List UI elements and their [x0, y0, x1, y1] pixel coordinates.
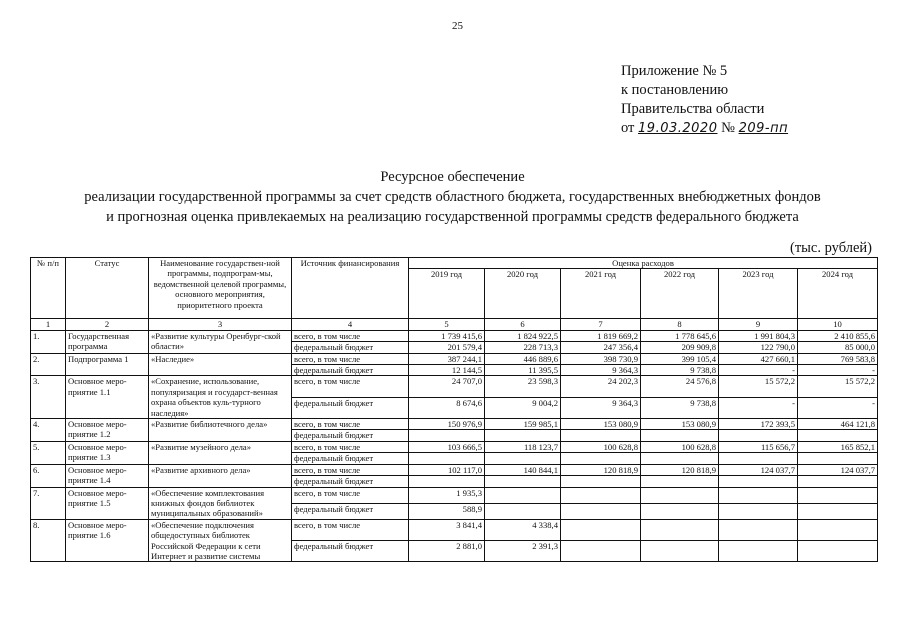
value-cell: 398 730,9: [561, 353, 641, 364]
value-cell: [798, 487, 878, 503]
row-source: всего, в том числе: [292, 353, 409, 364]
row-source: всего, в том числе: [292, 487, 409, 503]
value-cell: [561, 430, 641, 441]
value-cell: 387 244,1: [409, 353, 485, 364]
value-cell: 124 037,7: [798, 464, 878, 475]
value-cell: 165 852,1: [798, 441, 878, 452]
value-cell: [641, 453, 719, 464]
value-cell: [719, 541, 798, 562]
value-cell: [561, 519, 641, 540]
row-status: Основное меро-приятие 1.5: [66, 487, 149, 519]
number-prefix: №: [721, 120, 735, 136]
value-cell: 24 576,8: [641, 376, 719, 397]
value-cell: 1 819 669,2: [561, 330, 641, 341]
value-cell: 8 674,6: [409, 397, 485, 418]
value-cell: 4 338,4: [485, 519, 561, 540]
value-cell: [641, 487, 719, 503]
value-cell: 1 824 922,5: [485, 330, 561, 341]
row-status: Основное меро-приятие 1.2: [66, 419, 149, 442]
value-cell: 464 121,8: [798, 419, 878, 430]
value-cell: 103 666,5: [409, 441, 485, 452]
value-cell: [798, 476, 878, 487]
value-cell: 228 713,3: [485, 342, 561, 353]
value-cell: -: [798, 365, 878, 376]
header-year: 2021 год: [561, 269, 641, 319]
value-cell: 100 628,8: [561, 441, 641, 452]
value-cell: -: [719, 365, 798, 376]
column-index-cell: 4: [292, 319, 409, 330]
value-cell: 120 818,9: [641, 464, 719, 475]
value-cell: 427 660,1: [719, 353, 798, 364]
value-cell: [798, 541, 878, 562]
column-index-cell: 2: [66, 319, 149, 330]
table-row: [31, 464, 878, 475]
handwritten-date: 19.03.2020: [638, 121, 718, 136]
value-cell: [561, 487, 641, 503]
value-cell: 769 583,8: [798, 353, 878, 364]
title-line-2: реализации государственной программы за счет средств областного бюджета, государственных внебюджетных фондов: [84, 189, 821, 205]
value-cell: [641, 503, 719, 519]
table-row: [31, 330, 878, 341]
row-number: 6.: [31, 464, 66, 487]
row-status: Основное меро-приятие 1.4: [66, 464, 149, 487]
row-status: Основное меро-приятие 1.1: [66, 376, 149, 419]
column-index-cell: 6: [485, 319, 561, 330]
value-cell: 159 985,1: [485, 419, 561, 430]
value-cell: 115 656,7: [719, 441, 798, 452]
value-cell: 120 818,9: [561, 464, 641, 475]
row-source: федеральный бюджет: [292, 430, 409, 441]
row-name: «Развитие библиотечного дела»: [149, 419, 292, 442]
value-cell: [798, 453, 878, 464]
value-cell: 150 976,9: [409, 419, 485, 430]
row-number: 5.: [31, 441, 66, 464]
header-year: 2024 год: [798, 269, 878, 319]
value-cell: 9 364,3: [561, 365, 641, 376]
table-row: [31, 487, 878, 503]
value-cell: [561, 541, 641, 562]
value-cell: 1 991 804,3: [719, 330, 798, 341]
row-source: федеральный бюджет: [292, 342, 409, 353]
row-source: всего, в том числе: [292, 376, 409, 397]
row-number: 8.: [31, 519, 66, 562]
row-source: федеральный бюджет: [292, 365, 409, 376]
value-cell: 140 844,1: [485, 464, 561, 475]
column-index-cell: 1: [31, 319, 66, 330]
appendix-line-2: к постановлению: [621, 82, 729, 98]
row-source: федеральный бюджет: [292, 397, 409, 418]
row-name: «Развитие музейного дела»: [149, 441, 292, 464]
row-name: «Развитие культуры Оренбург-ской области»: [149, 330, 292, 353]
value-cell: [719, 503, 798, 519]
value-cell: 15 572,2: [798, 376, 878, 397]
header-name: Наименование государствен-ной программы, подпрограм-мы, ведомственной целевой программы, основного мероприятия, приоритетного проекта: [149, 258, 292, 319]
value-cell: 2 391,3: [485, 541, 561, 562]
value-cell: 12 144,5: [409, 365, 485, 376]
header-year: 2019 год: [409, 269, 485, 319]
value-cell: 446 889,6: [485, 353, 561, 364]
value-cell: [561, 453, 641, 464]
row-status: Основное меро-приятие 1.3: [66, 441, 149, 464]
row-status: Государственная программа: [66, 330, 149, 353]
appendix-date-line: [621, 119, 788, 138]
value-cell: 118 123,7: [485, 441, 561, 452]
header-source: Источник финансирования: [292, 258, 409, 319]
value-cell: 209 909,8: [641, 342, 719, 353]
row-source: федеральный бюджет: [292, 453, 409, 464]
table-row: [31, 441, 878, 452]
value-cell: [719, 487, 798, 503]
value-cell: [798, 430, 878, 441]
value-cell: 201 579,4: [409, 342, 485, 353]
value-cell: 1 935,3: [409, 487, 485, 503]
value-cell: [719, 519, 798, 540]
row-name: «Сохранение, использование, популяризация и государст-венная охрана объектов куль-турного наследия»: [149, 376, 292, 419]
value-cell: 102 117,0: [409, 464, 485, 475]
value-cell: 399 105,4: [641, 353, 719, 364]
column-index-cell: 7: [561, 319, 641, 330]
row-number: 4.: [31, 419, 66, 442]
row-name: «Обеспечение подключения общедоступных библиотек Российской Федерации к сети Интернет и развитие системы: [149, 519, 292, 562]
row-status: Подпрограмма 1: [66, 353, 149, 376]
value-cell: [409, 476, 485, 487]
value-cell: [641, 476, 719, 487]
document-title: [0, 167, 905, 227]
value-cell: 1 739 415,6: [409, 330, 485, 341]
value-cell: [561, 503, 641, 519]
value-cell: 9 004,2: [485, 397, 561, 418]
value-cell: [409, 430, 485, 441]
appendix-line-1: Приложение № 5: [621, 63, 728, 79]
table-row: [31, 419, 878, 430]
budget-table: [30, 257, 878, 562]
row-source: всего, в том числе: [292, 464, 409, 475]
row-status: Основное меро-приятие 1.6: [66, 519, 149, 562]
appendix-line-3: Правительства области: [621, 101, 765, 117]
value-cell: 23 598,3: [485, 376, 561, 397]
header-year: 2023 год: [719, 269, 798, 319]
value-cell: 2 410 855,6: [798, 330, 878, 341]
row-number: 7.: [31, 487, 66, 519]
value-cell: [485, 487, 561, 503]
value-cell: 588,9: [409, 503, 485, 519]
units-label: (тыс. рублей): [790, 240, 872, 256]
header-status: Статус: [66, 258, 149, 319]
value-cell: 124 037,7: [719, 464, 798, 475]
value-cell: [485, 476, 561, 487]
value-cell: 85 000,0: [798, 342, 878, 353]
row-source: федеральный бюджет: [292, 503, 409, 519]
value-cell: [641, 541, 719, 562]
row-source: всего, в том числе: [292, 419, 409, 430]
value-cell: [798, 519, 878, 540]
row-source: всего, в том числе: [292, 519, 409, 540]
row-number: 3.: [31, 376, 66, 419]
value-cell: [641, 519, 719, 540]
value-cell: [485, 503, 561, 519]
column-index-cell: 3: [149, 319, 292, 330]
value-cell: 3 841,4: [409, 519, 485, 540]
table-row: [31, 376, 878, 397]
title-line-3: и прогнозная оценка привлекаемых на реализацию государственной программы средств федерального бюджета: [106, 209, 799, 225]
value-cell: 9 364,3: [561, 397, 641, 418]
value-cell: [719, 430, 798, 441]
column-index-cell: 9: [719, 319, 798, 330]
value-cell: 153 080,9: [561, 419, 641, 430]
value-cell: 24 202,3: [561, 376, 641, 397]
table-row: [31, 353, 878, 364]
table-row: [31, 519, 878, 540]
value-cell: 15 572,2: [719, 376, 798, 397]
value-cell: [409, 453, 485, 464]
value-cell: [798, 503, 878, 519]
value-cell: [561, 476, 641, 487]
column-index-cell: 10: [798, 319, 878, 330]
value-cell: 247 356,4: [561, 342, 641, 353]
row-name: «Наследие»: [149, 353, 292, 376]
value-cell: 172 393,5: [719, 419, 798, 430]
header-estimate: Оценка расходов: [409, 258, 878, 269]
appendix-block: [621, 62, 788, 138]
row-name: «Обеспечение комплектования книжных фондов библиотек муниципальных образований»: [149, 487, 292, 519]
value-cell: 11 395,5: [485, 365, 561, 376]
column-index-cell: 5: [409, 319, 485, 330]
row-source: федеральный бюджет: [292, 541, 409, 562]
value-cell: 1 778 645,6: [641, 330, 719, 341]
header-year: 2020 год: [485, 269, 561, 319]
column-index-cell: 8: [641, 319, 719, 330]
value-cell: [719, 476, 798, 487]
row-source: всего, в том числе: [292, 330, 409, 341]
row-number: 1.: [31, 330, 66, 353]
value-cell: 2 881,0: [409, 541, 485, 562]
header-year: 2022 год: [641, 269, 719, 319]
handwritten-number: 209-пп: [738, 121, 789, 136]
value-cell: 100 628,8: [641, 441, 719, 452]
row-source: федеральный бюджет: [292, 476, 409, 487]
value-cell: -: [798, 397, 878, 418]
row-name: «Развитие архивного дела»: [149, 464, 292, 487]
title-line-1: Ресурсное обеспечение: [380, 169, 525, 185]
value-cell: [641, 430, 719, 441]
value-cell: -: [719, 397, 798, 418]
value-cell: [485, 453, 561, 464]
value-cell: 9 738,8: [641, 365, 719, 376]
page-number: 25: [452, 20, 463, 32]
row-source: всего, в том числе: [292, 441, 409, 452]
date-prefix: от: [621, 120, 635, 136]
value-cell: [485, 430, 561, 441]
value-cell: 9 738,8: [641, 397, 719, 418]
value-cell: 24 707,0: [409, 376, 485, 397]
value-cell: 153 080,9: [641, 419, 719, 430]
row-number: 2.: [31, 353, 66, 376]
header-num: № п/п: [31, 258, 66, 319]
value-cell: 122 790,0: [719, 342, 798, 353]
value-cell: [719, 453, 798, 464]
